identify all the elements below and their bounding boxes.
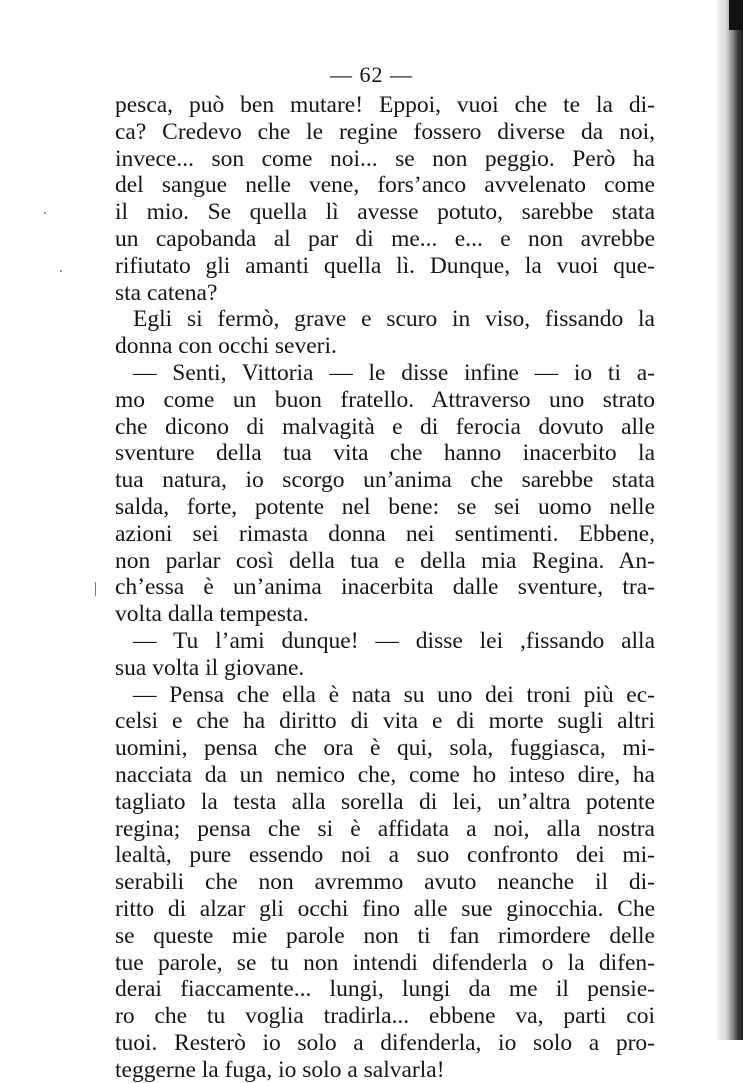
text-line: teggerne la fuga, io solo a salvarla! [115,1056,445,1083]
text-line: — Pensa che ella è nata su uno dei troni più ec- [133,681,655,708]
text-line: sta catena? [115,279,218,306]
text-line: celsi e che ha diritto di vita e di morte sugli altri [115,708,655,735]
text-line: — Tu l’ami dunque! — disse lei ,fissando alla [133,627,655,654]
text-line: ca? Credevo che le regine fossero diverse da noi, [115,118,655,145]
text-line: non parlar così della tua e della mia Regina. An- [115,547,655,574]
text-line: salda, forte, potente nel bene: se sei uomo nelle [115,493,655,520]
page-number: — 62 — [330,62,413,87]
text-line: azioni sei rimasta donna nei sentimenti. Ebbene, [115,520,655,547]
text-line: se queste mie parole non ti fan rimordere delle [115,922,655,949]
text-line: serabili che non avremmo avuto neanche il di- [115,869,655,896]
text-line: tagliato la testa alla sorella di lei, un’altra potente [115,788,655,815]
text-line: ritto di alzar gli occhi fino alle sue ginocchia. Che [115,895,655,922]
text-line: pesca, può ben mutare! Eppoi, vuoi che te la di- [115,92,655,118]
text-line: del sangue nelle vene, fors’anco avvelenato come [115,172,655,199]
text-line: ro che tu voglia tradirla... ebbene va, parti coi [115,1003,655,1030]
text-line: volta dalla tempesta. [115,601,309,628]
text-line: — Senti, Vittoria — le disse infine — io ti a- [133,359,655,386]
paper-speck [44,212,46,214]
text-line: derai fiaccamente... lungi, lungi da me il pensie- [115,976,655,1003]
text-line: rifiutato gli amanti quella lì. Dunque, la vuoi que- [115,252,655,279]
text-line: lealtà, pure essendo noi a suo confronto dei mi- [115,842,655,869]
text-line: tuoi. Resterò io solo a difenderla, io solo a pro- [115,1029,655,1056]
page-corner-shadow [729,0,743,30]
text-line: nacciata da un nemico che, come ho inteso dire, ha [115,761,655,788]
text-line: un capobanda al par di me... e... e non avrebbe [115,225,655,252]
text-line: ch’essa è un’anima inacerbita dalle sventure, tra- [115,574,655,601]
text-line: il mio. Se quella lì avesse potuto, sarebbe stata [115,199,655,226]
text-line: uomini, pensa che ora è qui, sola, fuggiasca, mi- [115,735,655,762]
text-line: sventure della tua vita che hanno inacerbito la [115,440,655,467]
text-line: invece... son come noi... se non peggio. Però ha [115,145,655,172]
paper-speck [60,270,62,272]
text-line: Egli si fermò, grave e scuro in viso, fissando la [133,306,655,333]
text-line: donna con occhi severi. [115,333,337,360]
text-line: regina; pensa che si è affidata a noi, alla nostra [115,815,655,842]
text-line: mo come un buon fratello. Attraverso uno strato [115,386,655,413]
body-text [115,92,655,1083]
text-line: che dicono di malvagità e di ferocia dovuto alle [115,413,655,440]
text-line: tua natura, io scorgo un’anima che sarebbe stata [115,467,655,494]
text-line: tue parole, se tu non intendi difenderla o la difen- [115,949,655,976]
paper-speck [95,582,96,596]
text-line: sua volta il giovane. [115,654,305,681]
page-binding-edge [717,0,743,1040]
